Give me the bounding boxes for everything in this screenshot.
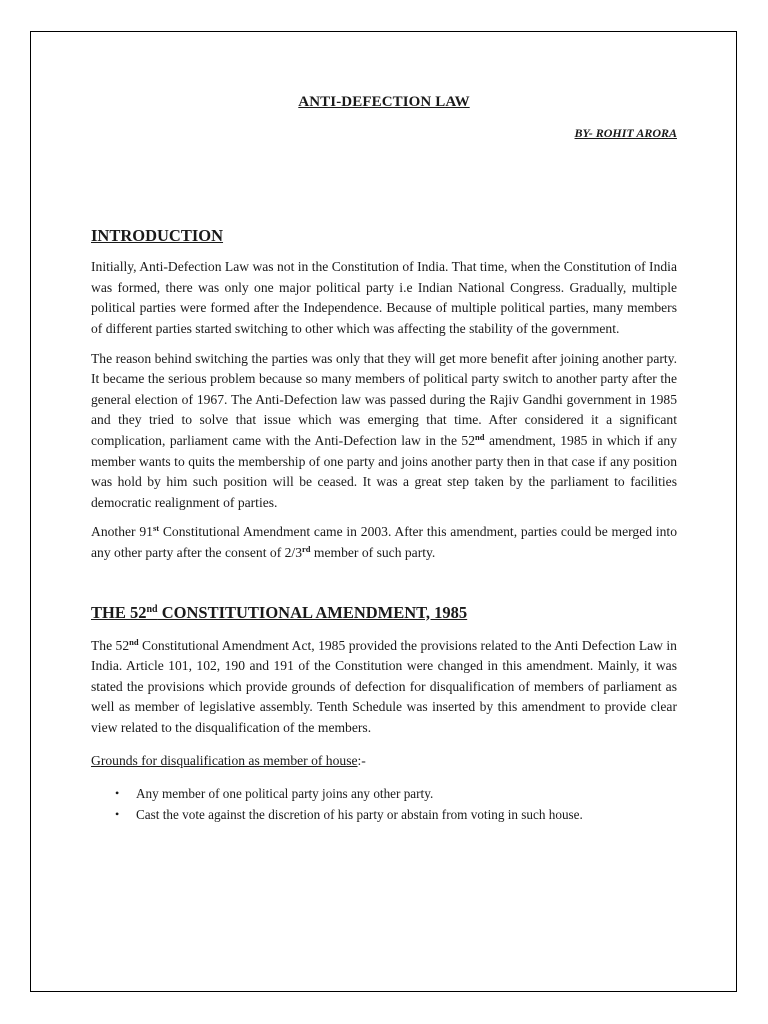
text-run: THE 52 — [91, 602, 147, 622]
list-item — [91, 783, 677, 804]
text-run: The 52 — [91, 637, 130, 653]
text-run: Constitutional Amendment came in 2003. After this amendment, parties could be merged into any other party after the consent of 2/3 — [91, 524, 677, 560]
ordinal-superscript: st — [152, 523, 160, 534]
bullet-icon: • — [115, 786, 120, 801]
grounds-underlined-text: Grounds for disqualification as member of house — [91, 753, 358, 769]
text-run: Constitutional Amendment Act, 1985 provided the provisions related to the Anti Defection Law in India. Article 101, 102, 190 and 191 of the Constitution were changed in this amendment. Mainly, it was stated the provisions which provide grounds of defection for disqualification of members of parliament as well as member of legislative assembly. Tenth Schedule was inserted by this amendment to provide clear view related to the disqualification of the members. — [91, 637, 677, 735]
list-item-text: Any member of one political party joins any other party. — [136, 786, 434, 802]
document-body — [91, 92, 677, 825]
ordinal-superscript: nd — [129, 636, 139, 647]
author-byline: BY- ROHIT ARORA — [574, 125, 677, 140]
text-run: CONSTITUTIONAL AMENDMENT, 1985 — [157, 602, 468, 622]
ordinal-superscript: nd — [475, 431, 485, 442]
grounds-list — [91, 783, 677, 825]
intro-paragraph-1: Initially, Anti-Defection Law was not in the Constitution of India. That time, when the Constitution of India was formed, there was only one major political party i.e Indian National Congress. Gradually, multiple political parties were formed after the Independence. Because of multiple political parties, many members of different parties started switching to other which was affecting the stability of the government. — [91, 259, 677, 336]
intro-paragraph-3 — [91, 522, 677, 563]
grounds-label — [91, 751, 677, 772]
document-title: ANTI-DEFECTION LAW — [298, 94, 470, 110]
list-item — [91, 804, 677, 825]
text-run: member of such party. — [310, 544, 436, 560]
text-run: Another 91 — [91, 524, 153, 540]
text-run: The reason behind switching the parties was only that they will get more benefit after joining another party. It became the serious problem because so many members of political party switch to another party after the general election of 1967. The Anti-Defection law was passed during the Rajiv Gandhi government in 1985 and they tried to solve that issue which was emerging that time. After considered it a significant complication, parliament came with the Anti-Defection law in the 52 — [91, 350, 677, 448]
ordinal-superscript: rd — [302, 543, 311, 554]
bullet-icon: • — [115, 807, 120, 822]
ordinal-superscript: nd — [146, 603, 158, 615]
list-item-text: Cast the vote against the discretion of his party or abstain from voting in such house. — [136, 807, 583, 823]
text-run: amendment, 1985 in which if any member wants to quits the membership of one party and joins another party then in that case if any position was hold by him such position will be ceased. It was a great step taken by the parliament to facilities democratic realignment of parties. — [91, 432, 677, 510]
amendment-paragraph — [91, 636, 677, 739]
introduction-heading: INTRODUCTION — [91, 226, 224, 246]
amendment-heading — [91, 602, 677, 624]
grounds-suffix: :- — [357, 753, 366, 769]
intro-paragraph-2 — [91, 349, 677, 514]
